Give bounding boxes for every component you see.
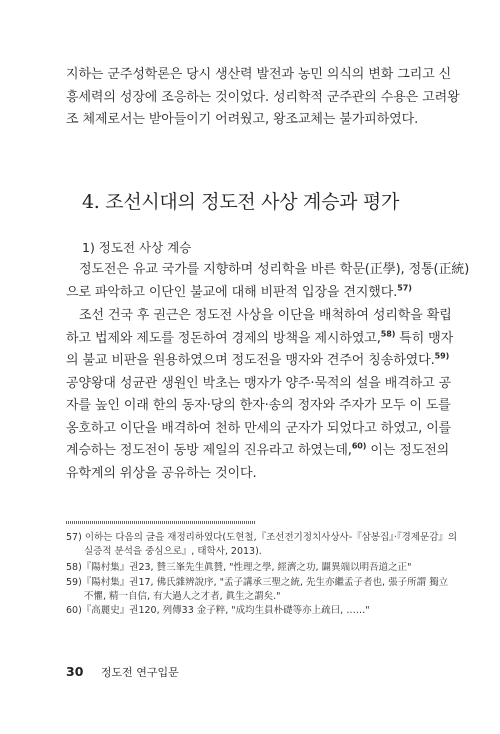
text-line [66, 350, 450, 373]
footnote-ref-58: 58) [380, 329, 396, 339]
footnote-57 [66, 531, 458, 559]
paragraph-1 [66, 259, 470, 304]
footnote-ref-57: 57) [397, 283, 412, 293]
footnote-59 [66, 576, 449, 604]
text-run: 계승하는 정도전이 동방 제일의 진유라고 하였는데, [66, 443, 352, 458]
page-footer [66, 664, 179, 680]
text-line [66, 328, 454, 351]
footnote-ref-60: 60) [351, 441, 367, 451]
chapter-heading: 4. 조선시대의 정도전 사상 계승과 평가 [82, 191, 400, 213]
footnote-line: 58)『陽村集』권23, 贊三峯先生眞贊, "性理之學, 經濟之功, 闢異端以明吾道之正" [66, 562, 412, 573]
footnote-divider [66, 521, 256, 524]
text-run: 으로 파악하고 이단인 불교에 대해 비판적 입장을 견지했다. [66, 284, 398, 300]
text-run: 특히 맹자 [395, 330, 454, 346]
text-line [66, 282, 434, 305]
footnote-line: 57) 이하는 다음의 글을 재정리하였다(도현철,『조선전기정치사상사-『삼봉집』·『경제문감』의 [66, 532, 458, 543]
footnote-line: 不懼, 精一自信, 有大過人之才者, 眞生之謂矣." [84, 591, 281, 602]
footnote-line: 실증적 분석을 중심으로』, 태학사, 2013). [84, 546, 262, 557]
intro-paragraph [66, 64, 460, 132]
footnote-ref-59: 59) [434, 351, 450, 361]
text-line [66, 440, 450, 463]
footnote-line: 60)『高麗史』권120, 列傳33 金子粹, "成均生員朴礎等亦上疏曰, ……" [66, 605, 370, 616]
text-line: 공양왕대 성균관 생원인 박초는 맹자가 양주·묵적의 설을 배격하고 공 [66, 375, 452, 391]
text-run: 의 불교 비판을 원용하였으며 정도전을 맹자와 견주어 칭송하였다. [66, 353, 435, 368]
section-heading: 1) 정도전 사상 계승 [82, 240, 192, 255]
text-line: 지하는 군주성학론은 당시 생산력 발전과 농민 의식의 변화 그리고 신 [66, 67, 452, 82]
page-number: 30 [66, 664, 84, 679]
text-run: 이는 정도전의 [366, 443, 450, 458]
text-line: 자를 높인 이래 한의 동자·당의 한자·송의 정자와 주자가 모두 이 도를 [66, 398, 451, 413]
text-line: 유학계의 위상을 공유하는 것이다. [66, 465, 257, 481]
text-line: 조 체제로서는 받아들이기 어려웠고, 왕조교체는 불가피하였다. [66, 112, 419, 127]
text-line: 정도전은 유교 국가를 지향하며 성리학을 바른 학문(正學), 정통(正統) [79, 262, 470, 277]
text-run: 하고 법제와 제도를 정돈하여 경제의 방책을 제시하였고, [66, 330, 381, 346]
paragraph-2 [66, 305, 454, 485]
text-line: 조선 건국 후 권근은 정도전 사상을 이단을 배척하여 성리학을 확립 [79, 308, 452, 323]
text-line: 옹호하고 이단을 배격하여 천하 만세의 군자가 되었다고 하였고, 이를 [66, 420, 452, 436]
footnote-60 [66, 604, 436, 618]
book-title: 정도전 연구입문 [100, 666, 179, 679]
footnote-line: 59)『陽村集』권17, 佛氏雜辨說序, "孟子講承三聖之統, 先生亦繼孟子者也, 張子所謂 獨立 [66, 577, 449, 588]
text-line: 흥세력의 성장에 조응하는 것이었다. 성리학적 군주관의 수용은 고려왕 [66, 89, 460, 105]
footnote-58 [66, 561, 436, 575]
